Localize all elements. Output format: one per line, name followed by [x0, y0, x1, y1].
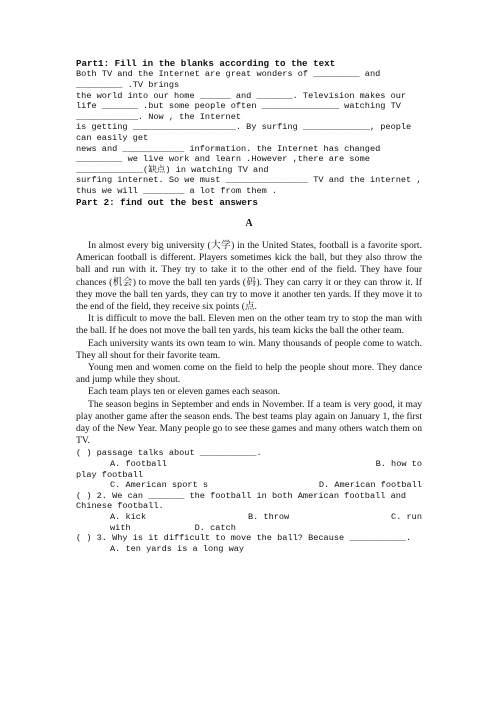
question-1-option-b: B. how to	[375, 458, 422, 469]
question-2-option-a: A. kick	[110, 511, 147, 522]
passage-a	[76, 218, 422, 447]
passage-paragraph-1: In almost every big university (大学) in the United States, football is a favorite sport. American football is different. Players sometimes kick the ball, but they also throw the ball and run with it. They try to take it to the other end of the field. They have four chances (机会) to move the ball ten yards (码). They can carry it or they can throw it. If they move the ball ten yards, they can try to move it another ten yards. If they move it to the end of the field, they receive six points (点.	[76, 239, 422, 312]
question-2-option-c: C. run	[391, 511, 422, 522]
questions	[76, 448, 422, 554]
passage-label: A	[245, 217, 253, 229]
question-2-option-d: D. catch	[194, 522, 236, 533]
question-2: ( ) 2. We can _______ the football in both American football and Chinese football.	[76, 490, 407, 512]
part2-title: Part 2: find out the best answers	[76, 196, 258, 208]
question-2-options-row1	[76, 512, 422, 523]
question-1: ( ) passage talks about ___________.	[76, 448, 262, 459]
part1-line-5: surfing internet. So we must ________________ TV and the internet , thus we will ________ a lot from them .	[76, 175, 422, 196]
passage-paragraph-4: Young men and women come on the field to help the people shout more. They dance and jump while they shout.	[76, 361, 422, 386]
question-3-option-a: A. ten yards is a long way	[110, 543, 245, 554]
question-1-option-d: D. American football	[318, 480, 422, 491]
question-2-option-b: B. throw	[247, 511, 290, 522]
question-2-options-row2	[76, 523, 422, 534]
part1-line-2: the world into our home ______ and _______. Television makes our life _______ .but some people often _______________ watching TV ____________. Now , the Internet	[76, 90, 407, 122]
question-1-option-c: C. American sport s	[110, 480, 208, 491]
question-1-option-b-continued: play football	[76, 469, 144, 480]
passage-paragraph-6: The season begins in September and ends in November. If a team is very good, it may play another game after the season ends. The best teams play again on January 1, the first day of the New Year. Many people go to see these games and many others watch them on TV.	[76, 398, 422, 447]
part1-line-4: news and ____________ information. the Internet has changed _________ we live work and learn .However ,there are some _____________(缺点) in watching TV and	[76, 143, 381, 175]
part1-section	[76, 58, 422, 197]
question-2-option-c-continued: with	[110, 522, 131, 533]
document-page	[76, 58, 422, 554]
question-1-options-row2	[76, 480, 422, 491]
part1-line-3: is getting ____________________. By surfing _____________, people can easily get	[76, 122, 412, 143]
question-1-options-row1	[76, 459, 422, 470]
part1-title: Part1: Fill in the blanks according to the text	[76, 58, 336, 69]
part2-section	[76, 197, 422, 208]
passage-paragraph-3: Each university wants its own team to win. Many thousands of people come to watch. They all shout for their favorite team.	[76, 337, 422, 361]
passage-paragraph-2: It is difficult to move the ball. Eleven men on the other team try to stop the man with the ball. If he does not move the ball ten yards, his team kicks the ball the other team.	[76, 313, 422, 337]
question-1-option-a: A. football	[110, 458, 167, 469]
question-3: ( ) 3. Why is it difficult to move the ball? Because ___________.	[76, 533, 412, 544]
passage-paragraph-5: Each team plays ten or eleven games each season.	[88, 386, 281, 398]
part1-line-1: Both TV and the Internet are great wonders of _________ and _________ .TV brings	[76, 69, 381, 90]
